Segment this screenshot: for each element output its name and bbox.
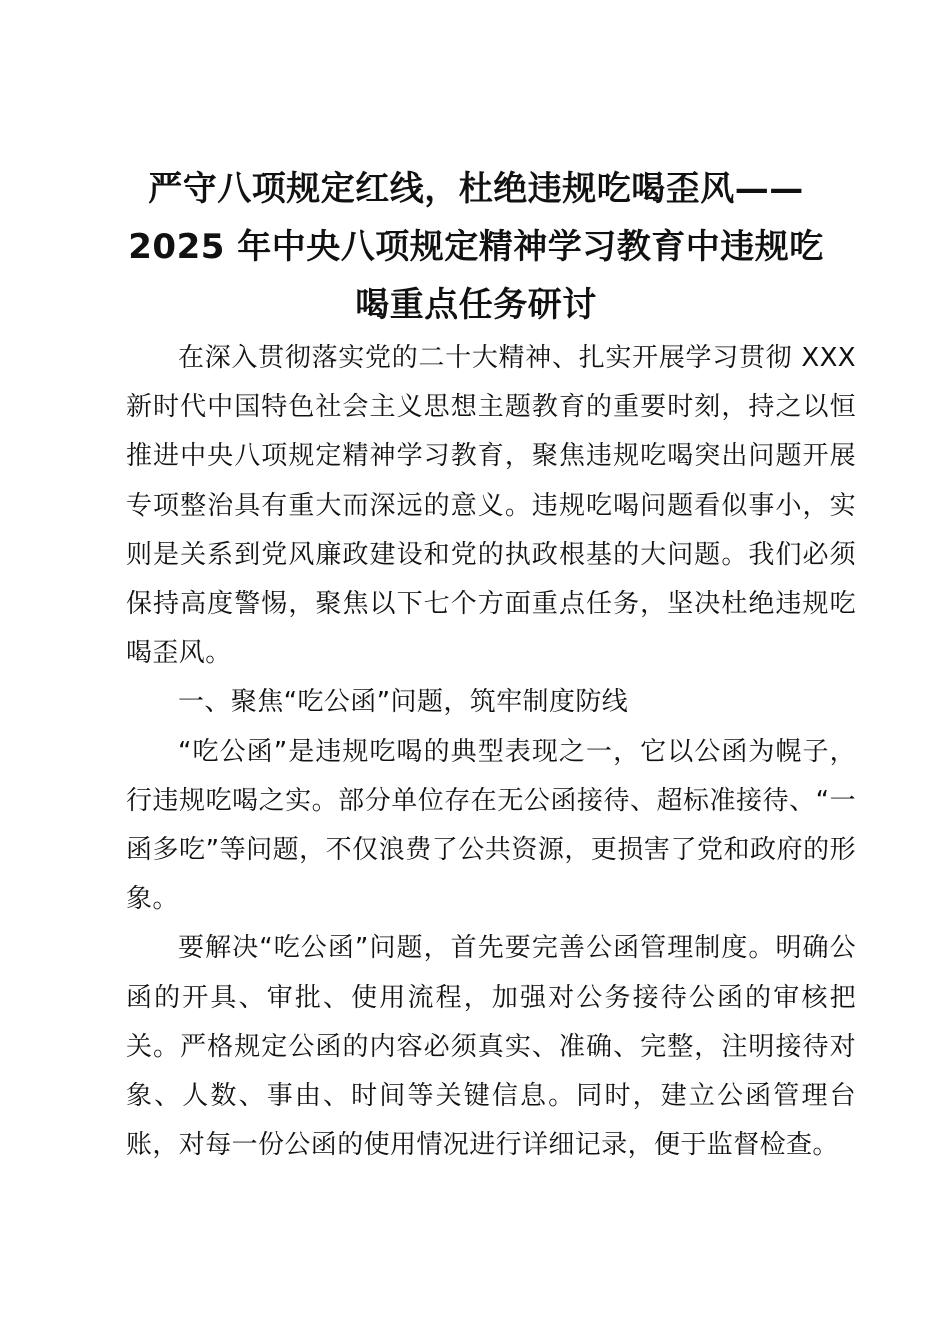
body-paragraph-3: 要解决“吃公函”问题，首先要完善公函管理制度。明确公函的开具、审批、使用流程，加强对公务接待公函的审核把关。严格规定公函的内容必须真实、准确、完整，注明接待对象、人数、事由、时间等关键信息。同时，建立公函管理台账，对每一份公函的使用情况进行详细记录，便于监督检查。: [126, 933, 856, 1161]
title-line-1: 严守八项规定红线，杜绝违规吃喝歪风——: [148, 169, 804, 209]
intro-paragraph: 在深入贯彻落实党的二十大精神、扎实开展学习贯彻 XXX 新时代中国特色社会主义思想主题教育的重要时刻，持之以恒推进中央八项规定精神学习教育，聚焦违规吃喝突出问题开展专项整治具有重大而深远的意义。违规吃喝问题看似事小，实则是关系到党风廉政建设和党的执政根基的大问题。我们必须保持高度警惕，聚焦以下七个方面重点任务，坚决杜绝违规吃喝歪风。: [126, 343, 856, 669]
document-body: [126, 334, 856, 1170]
title-line-2: 2025 年中央八项规定精神学习教育中违规吃: [128, 227, 824, 267]
body-paragraph-2: “吃公函”是违规吃喝的典型表现之一，它以公函为幌子，行违规吃喝之实。部分单位存在无公函接待、超标准接待、“一函多吃”等问题，不仅浪费了公共资源，更损害了党和政府的形象。: [126, 736, 856, 915]
title-line-3: 喝重点任务研讨: [355, 285, 597, 325]
document-title: [120, 160, 832, 334]
section-heading-1: 一、聚焦“吃公函”问题，筑牢制度防线: [178, 687, 629, 718]
